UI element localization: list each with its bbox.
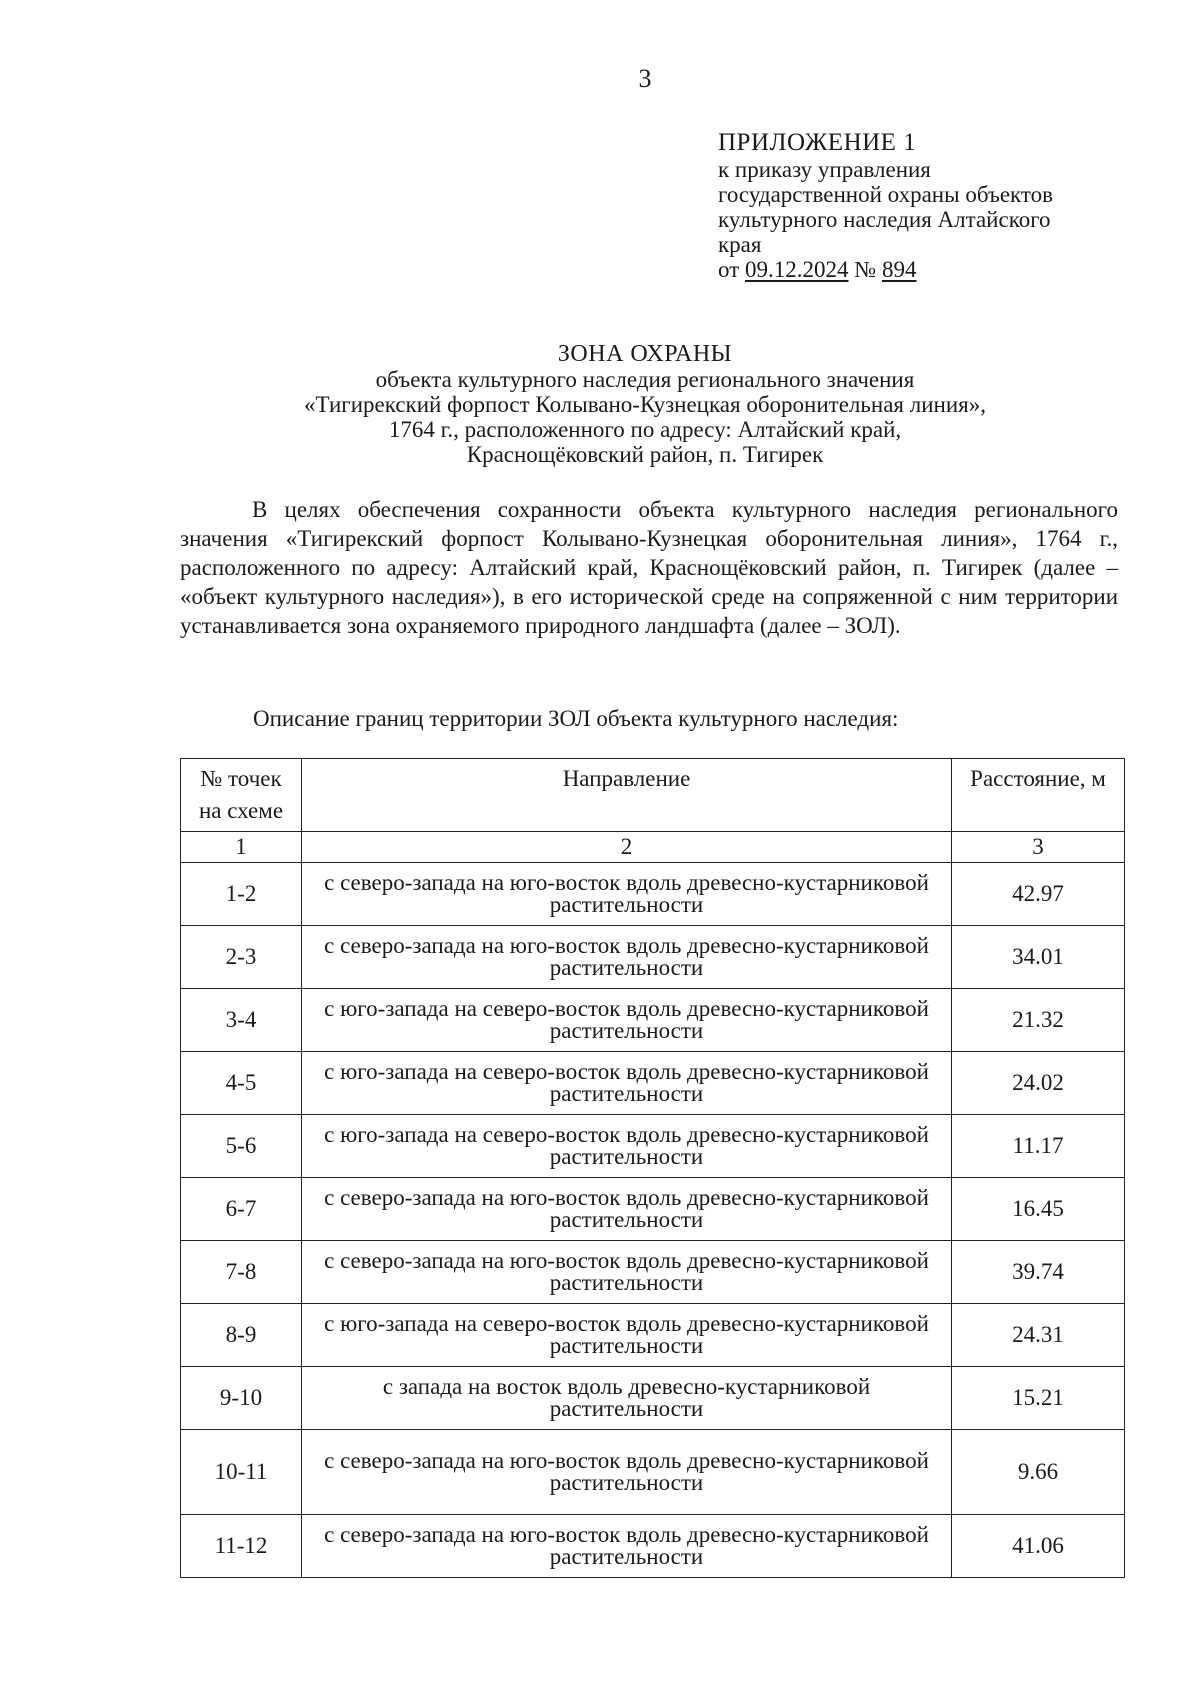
- body-paragraph: В целях обеспечения сохранности объекта культурного наследия регионального значения «Тигирекский форпост Колывано-Кузнецкая оборонительная линия», 1764 г., расположенного по адресу: Алтайский край, Краснощёковский район, п. Тигирек (далее – «объект культурного наследия»), в его исторической среде на сопряженной с ним территории устанавливается зона охраняемого природного ландшафта (далее – ЗОЛ).: [180, 497, 1118, 638]
- cell-distance: 9.66: [952, 1430, 1125, 1515]
- cell-points: 11-12: [181, 1515, 302, 1578]
- cell-distance: 39.74: [952, 1241, 1125, 1304]
- cell-distance: 15.21: [952, 1367, 1125, 1430]
- cell-distance: 16.45: [952, 1178, 1125, 1241]
- header-points: № точек на схеме: [181, 759, 302, 832]
- cell-points: 4-5: [181, 1052, 302, 1115]
- table-row: [181, 1178, 1125, 1241]
- table-header-row: [181, 759, 1125, 832]
- column-number-3: 3: [952, 832, 1125, 863]
- header-direction: Направление: [302, 759, 952, 832]
- order-number: 894: [881, 257, 917, 282]
- cell-distance: 34.01: [952, 926, 1125, 989]
- cell-points: 10-11: [181, 1430, 302, 1515]
- table-row: [181, 1115, 1125, 1178]
- table-caption: Описание границ территории ЗОЛ объекта культурного наследия:: [253, 706, 899, 731]
- cell-direction: с северо-запада на юго-восток вдоль древесно-кустарниковой растительности: [302, 1241, 952, 1304]
- cell-direction: с северо-запада на юго-восток вдоль древесно-кустарниковой растительности: [302, 1430, 952, 1515]
- cell-distance: 42.97: [952, 863, 1125, 926]
- table-row: [181, 1430, 1125, 1515]
- boundaries-table: [180, 758, 1125, 1578]
- cell-direction: с юго-запада на северо-восток вдоль древесно-кустарниковой растительности: [302, 1115, 952, 1178]
- cell-direction: с северо-запада на юго-восток вдоль древесно-кустарниковой растительности: [302, 863, 952, 926]
- header-distance: Расстояние, м: [952, 759, 1125, 832]
- appendix-line-3: культурного наследия Алтайского: [718, 207, 1051, 232]
- cell-distance: 24.31: [952, 1304, 1125, 1367]
- heading-title: ЗОНА ОХРАНЫ: [557, 341, 733, 367]
- heading-line-4: Краснощёковский район, п. Тигирек: [466, 442, 824, 467]
- cell-direction: с юго-запада на северо-восток вдоль древесно-кустарниковой растительности: [302, 1052, 952, 1115]
- appendix-block: [718, 130, 1138, 282]
- cell-points: 1-2: [181, 863, 302, 926]
- cell-direction: с северо-запада на юго-восток вдоль древесно-кустарниковой растительности: [302, 926, 952, 989]
- boundaries-table-body: [181, 759, 1125, 1578]
- table-row: [181, 989, 1125, 1052]
- cell-direction: с северо-запада на юго-восток вдоль древесно-кустарниковой растительности: [302, 1178, 952, 1241]
- table-row: [181, 1515, 1125, 1578]
- cell-points: 2-3: [181, 926, 302, 989]
- heading-line-3: 1764 г., расположенного по адресу: Алтайский край,: [388, 417, 902, 442]
- cell-distance: 41.06: [952, 1515, 1125, 1578]
- table-row: [181, 926, 1125, 989]
- heading-line-1: объекта культурного наследия регионального значения: [375, 367, 915, 392]
- date-prefix: от: [718, 257, 740, 282]
- page-number: 3: [638, 64, 652, 93]
- cell-distance: 21.32: [952, 989, 1125, 1052]
- cell-points: 7-8: [181, 1241, 302, 1304]
- cell-points: 8-9: [181, 1304, 302, 1367]
- cell-points: 5-6: [181, 1115, 302, 1178]
- table-row: [181, 1052, 1125, 1115]
- cell-points: 6-7: [181, 1178, 302, 1241]
- cell-direction: с юго-запада на северо-восток вдоль древесно-кустарниковой растительности: [302, 1304, 952, 1367]
- table-row: [181, 1367, 1125, 1430]
- table-row: [181, 1241, 1125, 1304]
- cell-points: 9-10: [181, 1367, 302, 1430]
- appendix-date-line: [718, 257, 1138, 282]
- table-row: [181, 863, 1125, 926]
- appendix-line-2: государственной охраны объектов: [718, 182, 1054, 207]
- appendix-line-1: к приказу управления: [718, 157, 931, 182]
- cell-direction: с запада на восток вдоль древесно-кустарниковой растительности: [302, 1367, 952, 1430]
- table-column-numbers-row: [181, 832, 1125, 863]
- order-date: 09.12.2024: [745, 257, 849, 282]
- cell-distance: 24.02: [952, 1052, 1125, 1115]
- heading-line-2: «Тигирекский форпост Колывано-Кузнецкая оборонительная линия»,: [304, 392, 986, 417]
- column-number-1: 1: [181, 832, 302, 863]
- appendix-title: ПРИЛОЖЕНИЕ 1: [718, 129, 917, 156]
- column-number-2: 2: [302, 832, 952, 863]
- document-heading: [180, 342, 1110, 467]
- table-row: [181, 1304, 1125, 1367]
- appendix-line-4: края: [718, 232, 762, 257]
- number-prefix: №: [854, 257, 877, 282]
- cell-distance: 11.17: [952, 1115, 1125, 1178]
- cell-direction: с северо-запада на юго-восток вдоль древесно-кустарниковой растительности: [302, 1515, 952, 1578]
- cell-direction: с юго-запада на северо-восток вдоль древесно-кустарниковой растительности: [302, 989, 952, 1052]
- cell-points: 3-4: [181, 989, 302, 1052]
